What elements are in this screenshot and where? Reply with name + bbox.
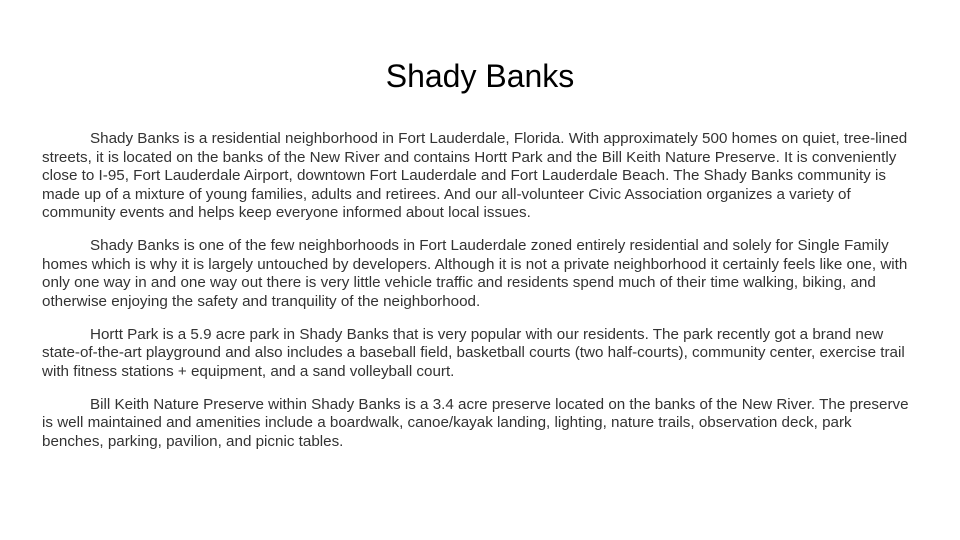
paragraph-hortt-park: Hortt Park is a 5.9 acre park in Shady Banks that is very popular with our residents. The park recently got a brand new state-of-the-art playground and also includes a baseball field, basketball courts (two half-courts), community center, exercise trail with fitness stations + equipment, and a sand volleyball court. xyxy=(42,325,905,380)
slide-title: Shady Banks xyxy=(385,58,575,94)
paragraph-nature-preserve: Bill Keith Nature Preserve within Shady Banks is a 3.4 acre preserve located on the banks of the New River. The preserve is well maintained and amenities include a boardwalk, canoe/kayak landing, lighting, nature trails, observation deck, park benches, parking, pavilion, and picnic tables. xyxy=(42,395,909,450)
paragraph-zoning: Shady Banks is one of the few neighborhoods in Fort Lauderdale zoned entirely residential and solely for Single Family homes which is why it is largely untouched by developers. Although it is not a private neighborhood it certainly feels like one, with only one way in and one way out there is very little vehicle traffic and residents spend much of their time walking, biking, and otherwise enjoying the safety and tranquility of the neighborhood. xyxy=(42,237,908,310)
slide-body xyxy=(42,130,916,451)
paragraph-overview: Shady Banks is a residential neighborhood in Fort Lauderdale, Florida. With approximately 500 homes on quiet, tree-lined streets, it is located on the banks of the New River and contains Hortt Park and the Bill Keith Nature Preserve. It is conveniently close to I-95, Fort Lauderdale Airport, downtown Fort Lauderdale and Fort Lauderdale Beach. The Shady Banks community is made up of a mixture of young families, adults and retirees. And our all-volunteer Civic Association organizes a variety of community events and helps keep everyone informed about local issues. xyxy=(42,130,908,221)
